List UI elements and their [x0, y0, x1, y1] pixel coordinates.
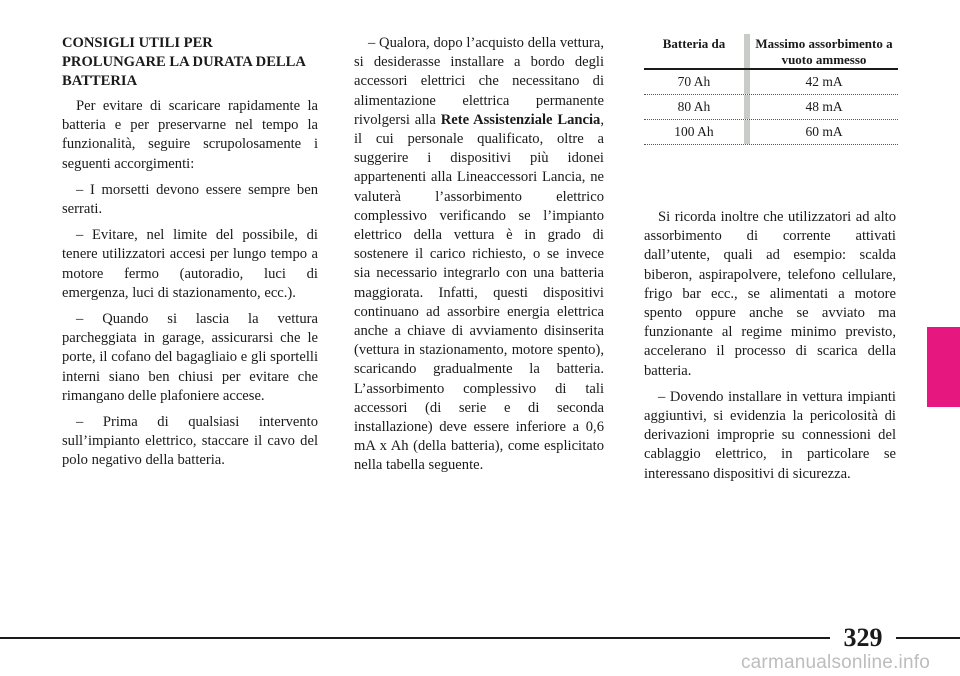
cell-battery: 70 Ah [677, 74, 711, 89]
page-number: 329 [830, 622, 896, 654]
table-header [644, 34, 898, 70]
paragraph: Per evitare di scaricare rapidamente la batteria e per preservarne nel tempo la funzionalità, seguire scrupolosamente i seguenti accorgimenti: [62, 98, 318, 172]
section-heading: CONSIGLI UTILI PER PROLUNGARE LA DURATA DELLA BATTERIA [62, 35, 306, 89]
footer-rule [0, 637, 960, 639]
paragraph: – Evitare, nel limite del possibile, di tenere utilizzatori accesi per lungo tempo a motore fermo (autoradio, luci di emergenza, luci di stazionamento, ecc.). [62, 227, 318, 301]
table-row [644, 70, 898, 95]
cell-battery: 80 Ah [677, 99, 711, 114]
column-3 [644, 208, 896, 484]
column-2 [354, 34, 604, 476]
cell-battery: 100 Ah [674, 124, 714, 139]
paragraph: Si ricorda inoltre che utilizzatori ad alto assorbimento di corrente attivati dall’utente, quali ad esempio: scalda biberon, aspirapolvere, telefono cellulare, frigo bar ecc., se alimentati a motore spento oppure anche se avviato ma funzionante al regime minimo previsto, accelerano il processo di scarica della batteria. [644, 209, 896, 379]
table-row [644, 95, 898, 120]
table-row [644, 120, 898, 145]
paragraph-text: , il cui personale qualificato, oltre a suggerire i dispositivi più idonei appartenenti alla Lineaccessori Lancia, ne valuterà l’assorbimento elettrico complessivo verificando se l’impianto elettrico della vettura è in grado di sostenere il carico richiesto, o se invece sia necessario integrarlo con una batteria maggiorata. Infatti, questi dispositivi continuano ad assorbire energia elettrica anche a chiave di avviamento disinserita (vettura in stazionamento, motore spento), scaricando gradualmente la batteria. L’assorbimento complessivo di tali accessori (di serie e di seconda installazione) deve essere inferiore a 0,6 mA x Ah (della batteria), come esplicitato nella tabella seguente. [354, 111, 604, 474]
header-max-draw: Massimo assorbimento a vuoto ammesso [755, 36, 893, 67]
paragraph [354, 34, 604, 476]
paragraph: – Prima di qualsiasi intervento sull’impianto elettrico, staccare il cavo del polo negativo della batteria. [62, 414, 318, 469]
paragraph: – Quando si lascia la vettura parcheggiata in garage, assicurarsi che le porte, il cofano del bagagliaio e gli sportelli interni siano ben chiusi per evitare che rimangano delle plafoniere accese. [62, 311, 318, 404]
header-battery: Batteria da [662, 36, 726, 51]
cell-max-draw: 60 mA [805, 124, 843, 139]
battery-table [644, 34, 898, 145]
section-tab-marker [927, 327, 960, 407]
cell-max-draw: 48 mA [805, 99, 843, 114]
paragraph: – I morsetti devono essere sempre ben serrati. [62, 181, 318, 218]
dealer-network-name: Rete Assistenziale Lancia [440, 111, 601, 128]
watermark: carmanualsonline.info [740, 652, 930, 673]
paragraph-text: – Qualora, dopo l’acquisto della vettura, si desiderasse installare a bordo degli accessori elettrici che necessitano di alimentazione elettrica permanente rivolgersi alla [354, 35, 604, 128]
paragraph: – Dovendo installare in vettura impianti aggiuntivi, si evidenzia la pericolosità di derivazioni improprie su connessioni del cablaggio elettrico, in particolare se interessano dispositivi di sicurezza. [644, 388, 896, 482]
cell-max-draw: 42 mA [805, 74, 843, 89]
column-1 [62, 34, 318, 471]
